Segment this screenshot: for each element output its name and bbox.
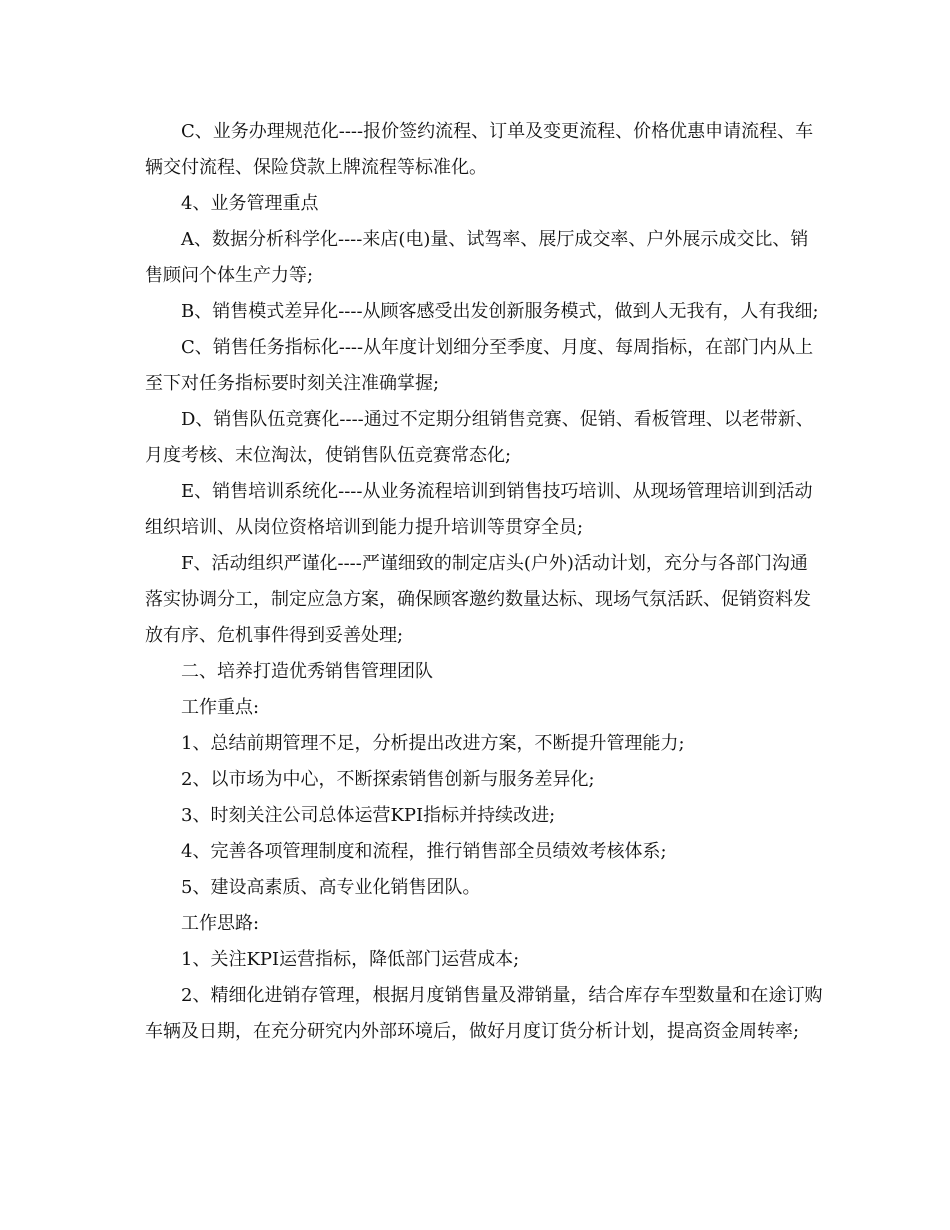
section-heading: 二、培养打造优秀销售管理团队: [181, 661, 433, 682]
list-item: 4、完善各项管理制度和流程，推行销售部全员绩效考核体系;: [181, 841, 667, 862]
list-item: 1、总结前期管理不足，分析提出改进方案，不断提升管理能力;: [181, 733, 685, 754]
list-item: 2、精细化进销存管理，根据月度销售量及滞销量，结合库存车型数量和在途订购车辆及日期，在充分研究内外部环境后，做好月度订货分析计划，提高资金周转率;: [145, 985, 823, 1042]
paragraph: E、销售培训系统化----从业务流程培训到销售技巧培训、从现场管理培训到活动组织培训、从岗位资格培训到能力提升培训等贯穿全员;: [145, 481, 813, 538]
paragraph: B、销售模式差异化----从顾客感受出发创新服务模式，做到人无我有，人有我细;: [181, 301, 819, 322]
paragraph: D、销售队伍竞赛化----通过不定期分组销售竞赛、促销、看板管理、以老带新、月度考核、末位淘汰，使销售队伍竞赛常态化;: [145, 409, 814, 466]
list-item: 3、时刻关注公司总体运营KPI指标并持续改进;: [181, 805, 556, 826]
list-item: 1、关注KPI运营指标，降低部门运营成本;: [181, 949, 520, 970]
paragraph: C、业务办理规范化----报价签约流程、订单及变更流程、价格优惠申请流程、车辆交付流程、保险贷款上牌流程等标准化。: [145, 121, 814, 178]
subheading: 工作思路:: [181, 913, 260, 934]
list-item: 5、建设高素质、高专业化销售团队。: [181, 877, 481, 898]
paragraph: C、销售任务指标化----从年度计划细分至季度、月度、每周指标，在部门内从上至下对任务指标要时刻关注准确掌握;: [145, 337, 814, 394]
paragraph: A、数据分析科学化----来店(电)量、试驾率、展厅成交率、户外展示成交比、销售顾问个体生产力等;: [145, 229, 809, 286]
paragraph: F、活动组织严谨化----严谨细致的制定店头(户外)活动计划，充分与各部门沟通落实协调分工，制定应急方案，确保顾客邀约数量达标、现场气氛活跃、促销资料发放有序、危机事件得到妥善处理;: [145, 553, 811, 646]
document-body: [145, 114, 825, 1050]
section-heading: 4、业务管理重点: [181, 193, 319, 214]
list-item: 2、以市场为中心，不断探索销售创新与服务差异化;: [181, 769, 595, 790]
subheading: 工作重点:: [181, 697, 260, 718]
